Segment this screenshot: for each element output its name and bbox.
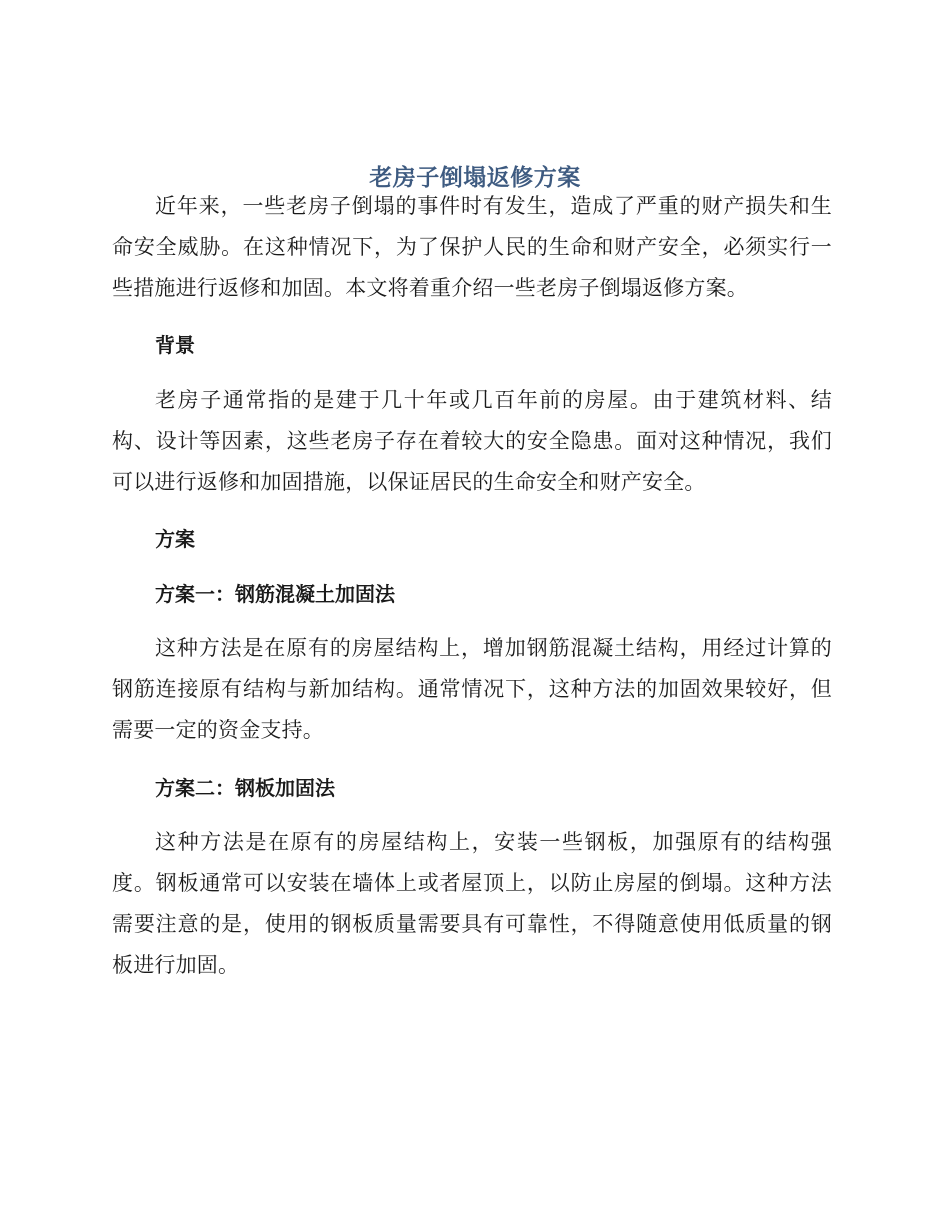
plan-heading: 方案: [155, 527, 195, 551]
intro-paragraph: 近年来，一些老房子倒塌的事件时有发生，造成了严重的财产损失和生命安全威胁。在这种情况下，为了保护人民的生命和财产安全，必须实行一些措施进行返修和加固。本文将着重介绍一些老房子倒塌返修方案。: [112, 194, 832, 300]
background-heading: 背景: [155, 333, 195, 357]
document-title: 老房子倒塌返修方案: [369, 165, 581, 192]
plan1-paragraph: 这种方法是在原有的房屋结构上，增加钢筋混凝土结构，用经过计算的钢筋连接原有结构与新加结构。通常情况下，这种方法的加固效果较好，但需要一定的资金支持。: [112, 636, 832, 742]
plan2-heading: 方案二：钢板加固法: [155, 776, 335, 800]
plan1-heading: 方案一：钢筋混凝土加固法: [155, 582, 395, 606]
background-paragraph: 老房子通常指的是建于几十年或几百年前的房屋。由于建筑材料、结构、设计等因素，这些老房子存在着较大的安全隐患。面对这种情况，我们可以进行返修和加固措施，以保证居民的生命安全和财产安全。: [112, 388, 832, 494]
plan2-paragraph: 这种方法是在原有的房屋结构上，安装一些钢板，加强原有的结构强度。钢板通常可以安装在墙体上或者屋顶上，以防止房屋的倒塌。这种方法需要注意的是，使用的钢板质量需要具有可靠性，不得随意使用低质量的钢板进行加固。: [112, 830, 832, 977]
